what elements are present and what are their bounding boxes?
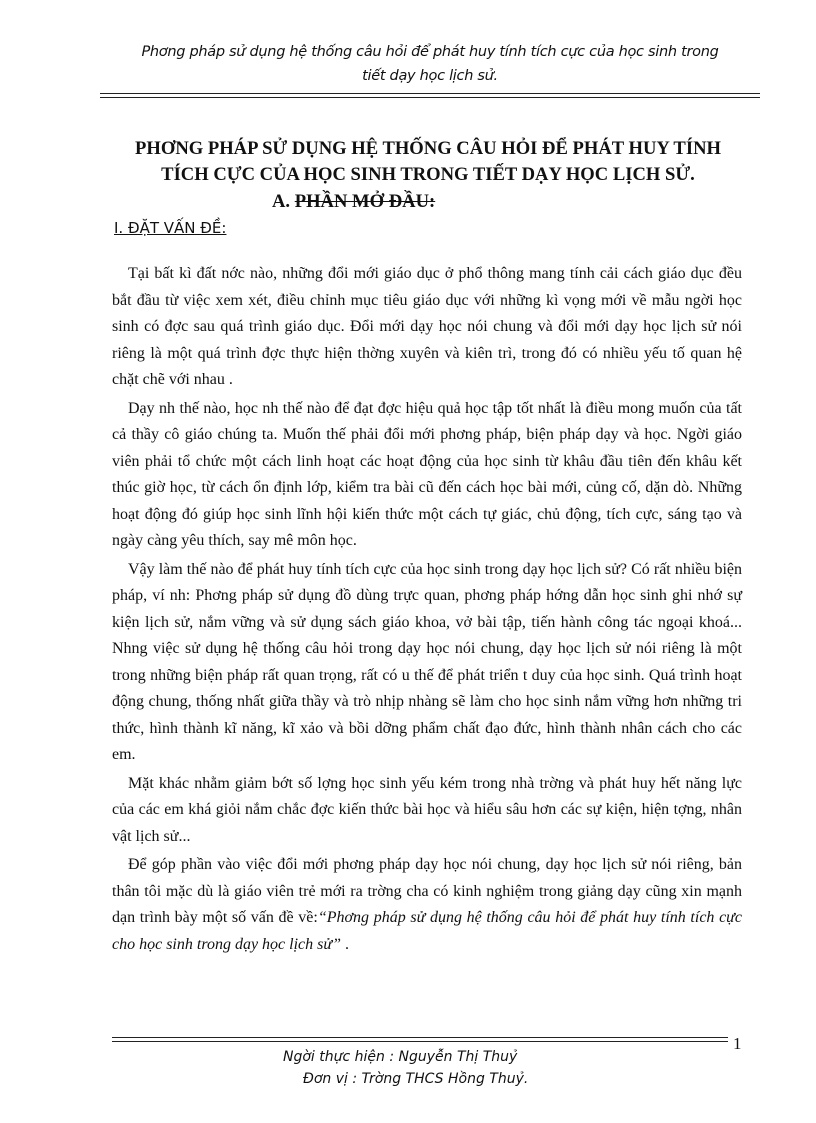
paragraph-3: Vậy làm thế nào để phát huy tính tích cực của học sinh trong dạy học lịch sử? Có rất nhiều biện pháp, ví nh: Phơng pháp sử dụng đồ dùng trực quan, phơng pháp hớng dẫn học sinh ghi nhớ sự kiện lịch sử, nắm vững và sử dụng sách giáo khoa, vở bài tập, tiến hành công tác ngoại khoá... Nhng việc sử dụng hệ thống câu hỏi trong dạy học nói chung, dạy học lịch sử nói riêng là một trong những biện pháp rất quan trọng, rất có u thế để phát triển t duy của học sinh. Quá trình hoạt động chung, thống nhất giữa thầy và trò nhịp nhàng sẽ làm cho học sinh nắm vững hơn những tri thức, hình thành kĩ năng, kĩ xảo và bồi dỡng phẩm chất đạo đức, hình thành nhân cách cho các em.	[112, 560, 742, 763]
paragraph-5-quote: “Phơng pháp sử dụng hệ thống câu hỏi để phát huy tính tích cực cho học sinh trong dạy học lịch sử”	[112, 909, 743, 953]
paragraph-4: Mặt khác nhằm giảm bớt số lợng học sinh yếu kém trong nhà trờng và phát huy hết năng lực của các em khá giỏi nắm chắc đợc kiến thức bài học và hiểu sâu hơn các sự kiện, hiện tợng, nhân vật lịch sử...	[112, 774, 742, 845]
section-i-heading: I. ĐẶT VẤN ĐỀ:	[114, 219, 227, 237]
document-title-line-1: PHƠNG PHÁP SỬ DỤNG HỆ THỐNG CÂU HỎI ĐỂ PHÁT HUY TÍNH	[135, 138, 721, 159]
paragraph-5-text: Để góp phần vào việc đổi mới phơng pháp dạy học nói chung, dạy học lịch sử nói riêng, bản thân tôi mặc dù là giáo viên trẻ mới ra trờng cha có kinh nghiệm trong giảng dạy cũng xin mạnh dạn trình bày một số vấn đề về:	[112, 856, 742, 926]
running-header-line-2: tiết dạy học lịch sử.	[362, 68, 498, 84]
paragraph-2: Dạy nh thế nào, học nh thế nào để đạt đợc hiệu quả học tập tốt nhất là điều mong muốn của tất cả thầy cô giáo chúng ta. Muốn thế phải đổi mới phơng pháp, biện pháp dạy và học. Ngời giáo viên phải tổ chức một cách linh hoạt các hoạt động của học sinh từ khâu đầu tiên đến khâu kết thúc giờ học, từ cách ổn định lớp, kiểm tra bài cũ đến cách học bài mới, củng cố, dặn dò. Những hoạt động đó giúp học sinh lĩnh hội kiến thức một cách tự giác, chủ động, tích cực, sáng tạo và ngày càng yêu thích, say mê môn học.	[112, 399, 742, 549]
footer-rule-top	[112, 1037, 728, 1038]
section-a-title: PHẦN MỞ ĐẦU:	[294, 191, 436, 212]
header-rule-top	[100, 93, 760, 94]
author-block	[283, 1046, 528, 1090]
section-a-label: A.	[272, 191, 291, 212]
paragraph-1: Tại bất kì đất nớc nào, những đổi mới giáo dục ở phổ thông mang tính cải cách giáo dục đều bắt đầu từ việc xem xét, điều chỉnh mục tiêu giáo dục với những kì vọng mới về mẫu ngời học sinh có đợc sau quá trình giáo dục. Đổi mới dạy học nói chung và đổi mới dạy học lịch sử nói riêng là một quá trình đợc thực hiện thờng xuyên và kiên trì, trong đó có nhiều yếu tố quan hệ chặt chẽ với nhau .	[112, 265, 742, 388]
author-line: Ngời thực hiện : Nguyễn Thị Thuỷ	[283, 1049, 518, 1065]
footer-rule-bottom	[112, 1041, 728, 1042]
page-number: 1	[733, 1034, 742, 1053]
running-header	[100, 40, 760, 88]
unit-line: Đơn vị : Trờng THCS Hồng Thuỷ.	[303, 1071, 529, 1087]
document-title-line-2: TÍCH CỰC CỦA HỌC SINH TRONG TIẾT DẠY HỌC LỊCH SỬ.	[161, 164, 695, 185]
header-rule-bottom	[100, 97, 760, 98]
document-title	[108, 136, 748, 188]
section-a-heading	[272, 189, 435, 215]
body-text	[112, 261, 742, 960]
paragraph-5	[112, 852, 742, 958]
running-header-line-1: Phơng pháp sử dụng hệ thống câu hỏi để phát huy tính tích cực của học sinh trong	[141, 44, 719, 60]
paragraph-5-end: .	[341, 935, 349, 953]
